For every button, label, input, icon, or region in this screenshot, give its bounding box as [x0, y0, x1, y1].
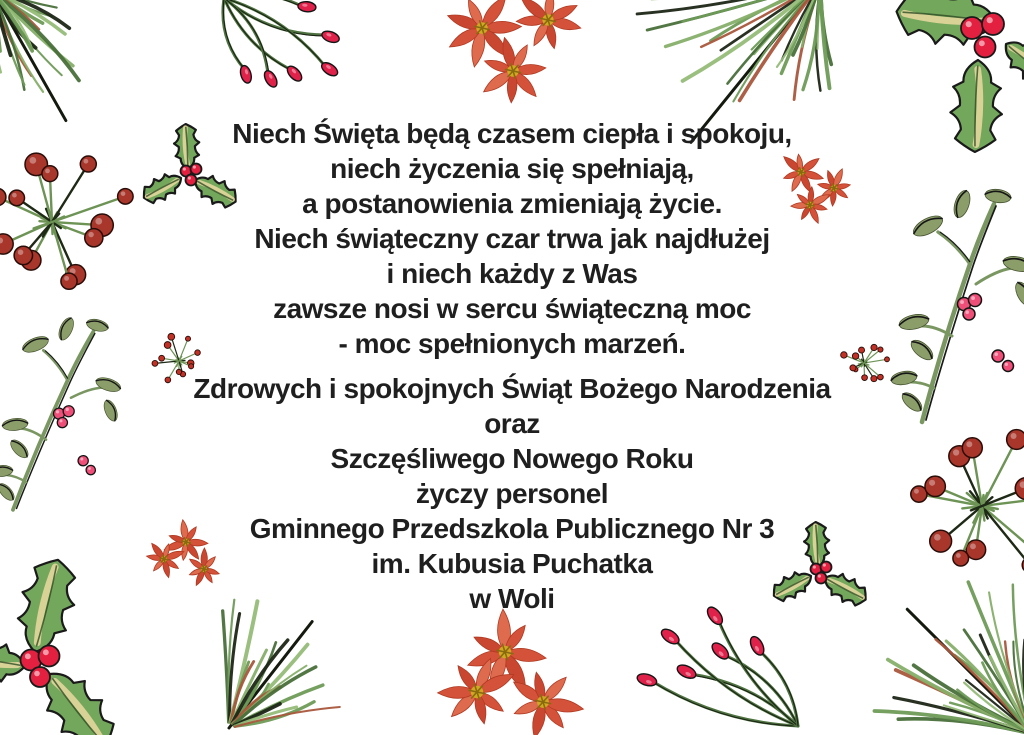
signature-line: im. Kubusia Puchatka	[371, 548, 653, 579]
poinsettia-cluster-bottom-icon	[425, 606, 610, 728]
greeting-card-text	[0, 116, 1024, 616]
poinsettia-cluster-top-icon	[418, 0, 618, 128]
message-line: a postanowienia zmieniają życie.	[302, 188, 722, 219]
message-line: niech życzenia się spełniają,	[330, 153, 694, 184]
message-line: i niech każdy z Was	[386, 258, 638, 289]
message-line: zawsze nosi w sercu świąteczną moc	[273, 293, 751, 324]
berry-bud-branch-bottom-icon	[620, 600, 810, 730]
signature-line: Szczęśliwego Nowego Roku	[330, 443, 694, 474]
message-line: Niech Święta będą czasem ciepła i spokoju,	[232, 118, 792, 149]
signature-block	[0, 371, 1024, 616]
message-line: Niech świąteczny czar trwa jak najdłużej	[254, 223, 770, 254]
signature-line: w Woli	[469, 583, 555, 614]
berry-bud-branch-top-icon	[216, 0, 366, 109]
message-line: - moc spełnionych marzeń.	[338, 328, 686, 359]
message-block	[0, 116, 1024, 361]
signature-line: życzy personel	[415, 478, 609, 509]
signature-line: oraz	[484, 408, 540, 439]
signature-line: Gminnego Przedszkola Publicznego Nr 3	[249, 513, 775, 544]
signature-line: Zdrowych i spokojnych Świąt Bożego Narodzenia	[193, 373, 831, 404]
